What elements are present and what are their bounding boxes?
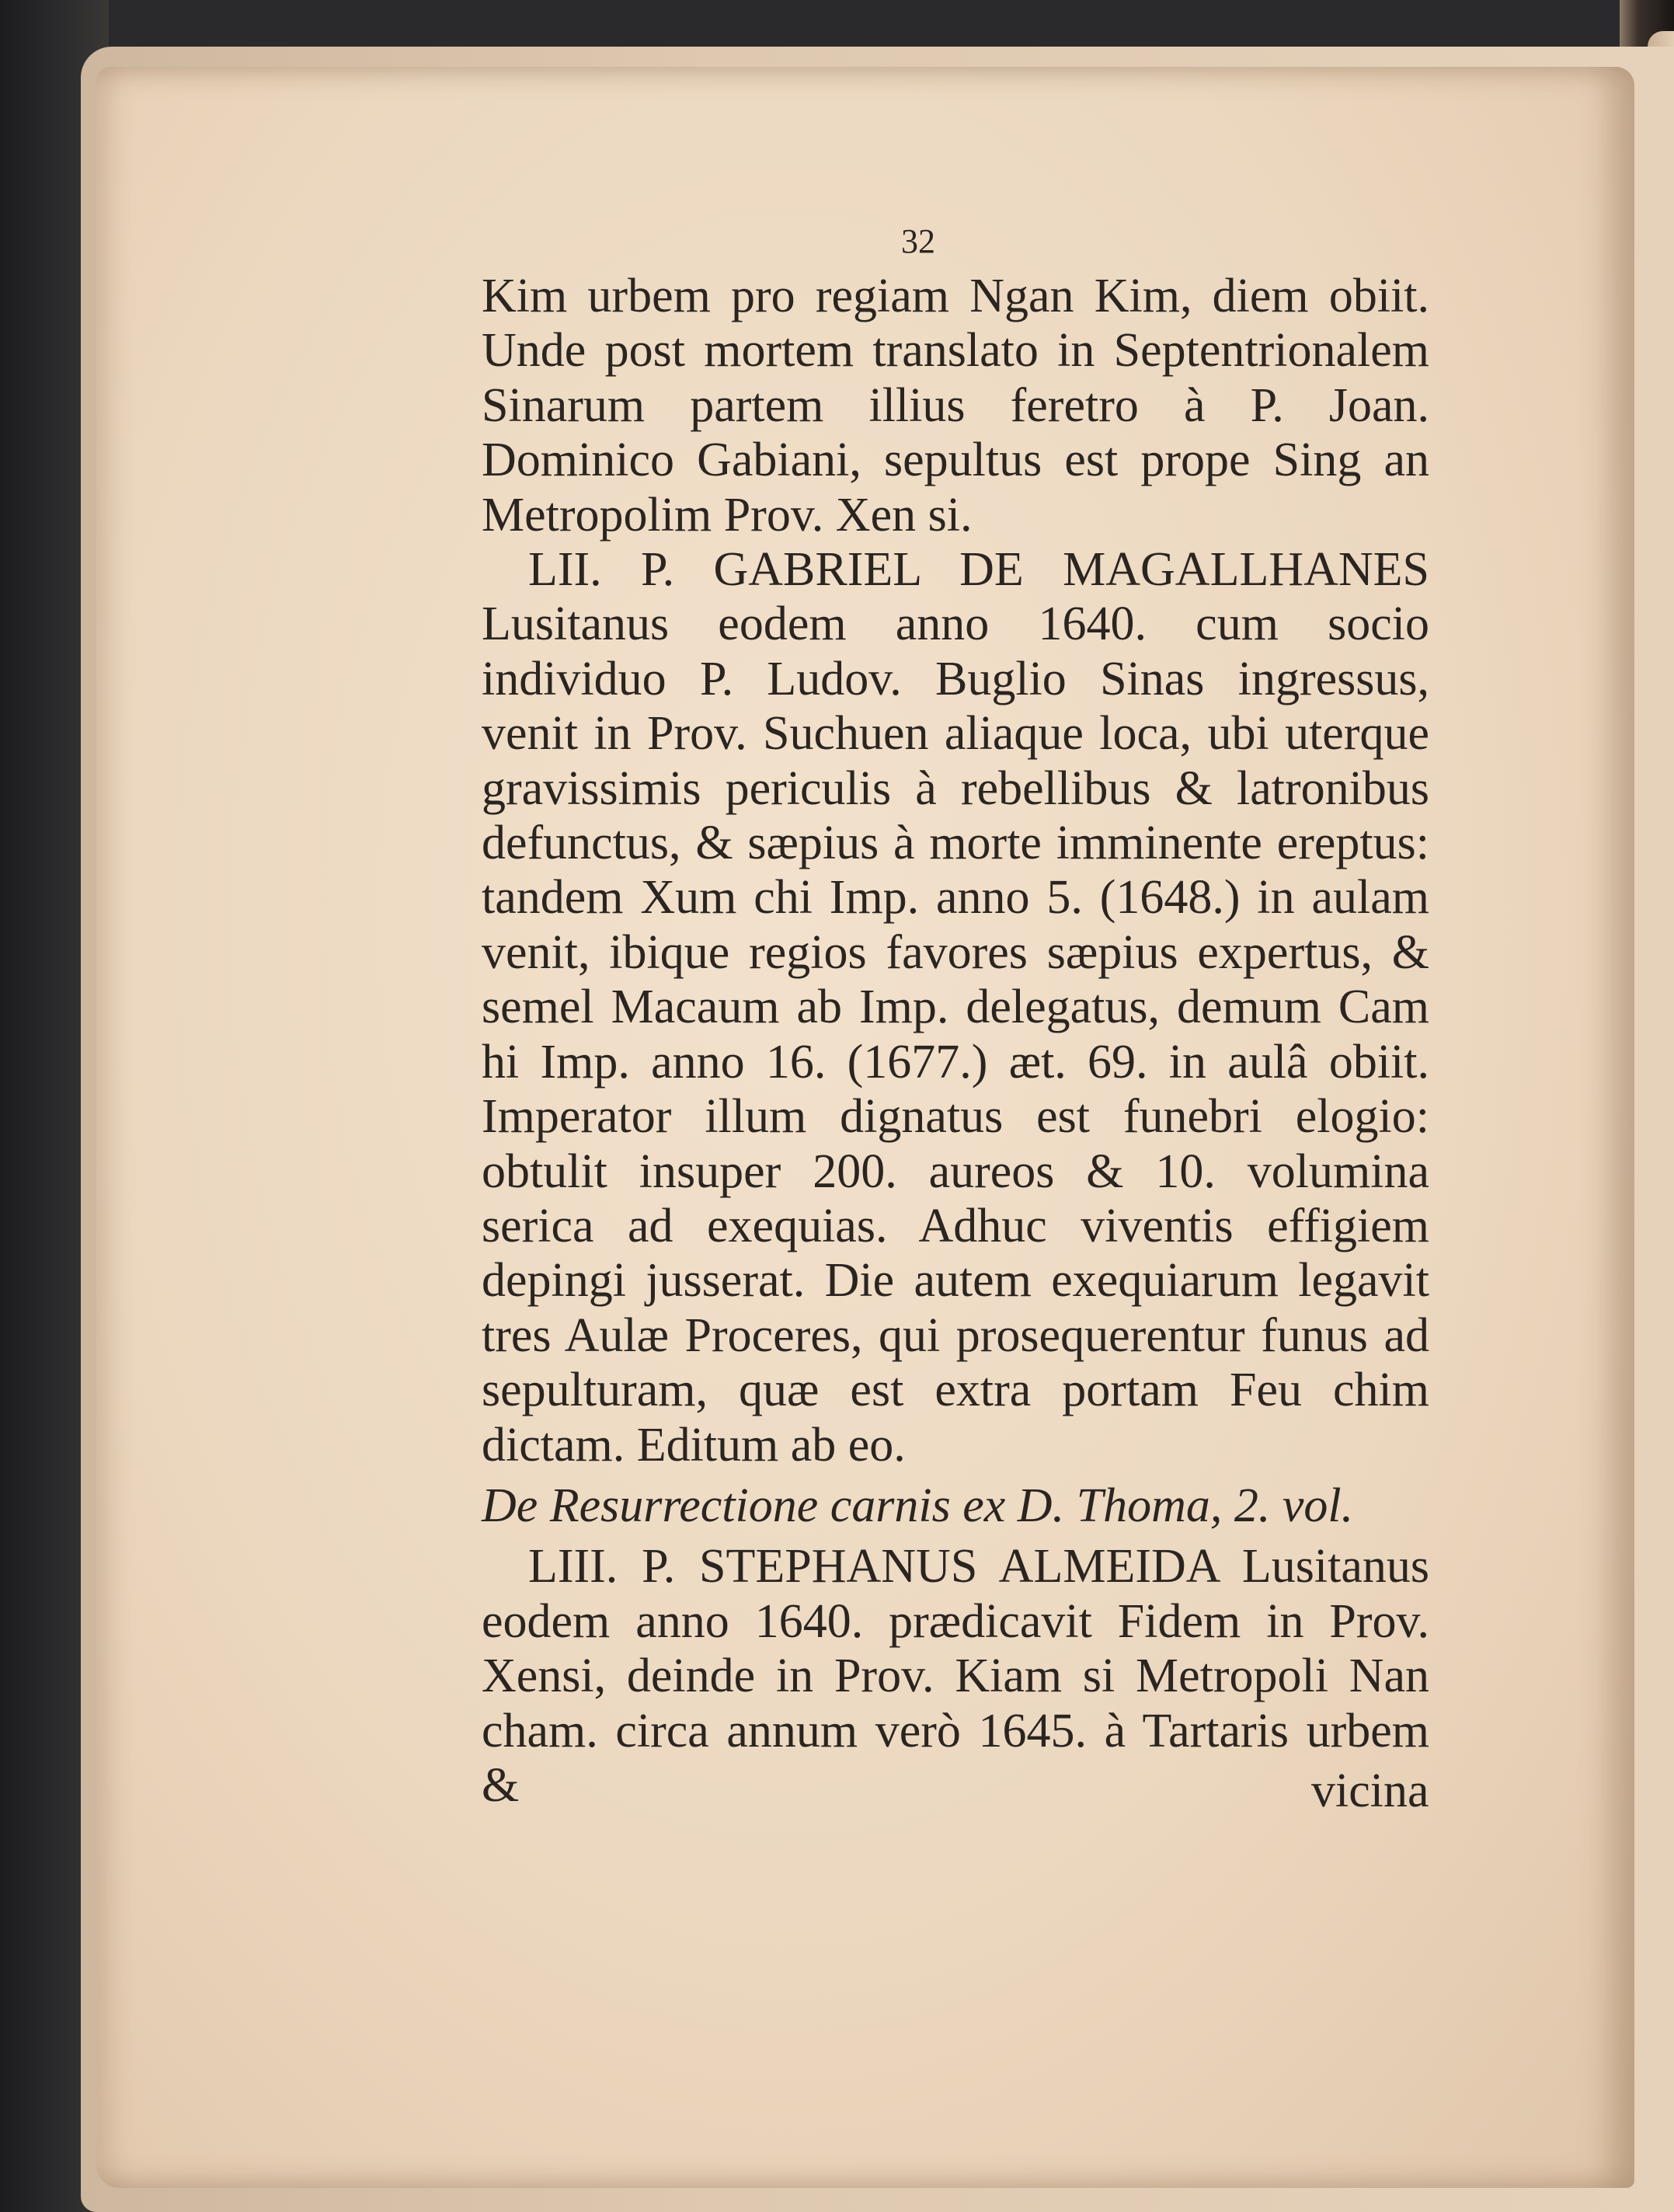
page-text xyxy=(482,208,1429,1813)
paragraph-continuation: Kim urbem pro regiam Ngan Kim, diem obiit. Unde post mortem translato in Septentrionalem Sinarum partem illius feretro à P. Joan. Dominico Gabiani, sepultus est prope Sing an Metropolim Prov. Xen si. xyxy=(482,270,1429,542)
paragraph-magallhanes: LII. P. GABRIEL DE MAGALLHANES Lusitanus eodem anno 1640. cum socio individuo P. Ludov. Buglio Sinas ingressus, venit in Prov. Suchuen aliaque loca, ubi uterque gravissimis periculis à rebellibus & latronibus defunctus, & sæpius à morte imminente ereptus: tandem Xum chi Imp. anno 5. (1648.) in aulam venit, ibique regios favores sæpius expertus, & semel Macaum ab Imp. delegatus, demum Cam hi Imp. anno 16. (1677.) æt. 69. in aulâ obiit. Imperator illum dignatus est funebri elogio: obtulit insuper 200. aureos & 10. volumina serica ad exequias. Adhuc viventis effigiem depingi jusserat. Die autem exequiarum legavit tres Aulæ Proceres, qui prosequerentur funus ad sepulturam, quæ est extra portam Feu chim dictam. Editum ab eo. xyxy=(482,543,1429,1472)
paragraph-almeida: LIII. P. STEPHANUS ALMEIDA Lusitanus eodem anno 1640. prædicavit Fidem in Prov. Xensi, deinde in Prov. Kiam si Metropoli Nan cham. circa annum verò 1645. à Tartaris urbem & xyxy=(482,1540,1429,1812)
catchword: vicina xyxy=(1311,1764,1429,1817)
paragraph-work-title: De Resurrectione carnis ex D. Thoma, 2. vol. xyxy=(482,1479,1354,1532)
page-number: 32 xyxy=(901,222,935,260)
